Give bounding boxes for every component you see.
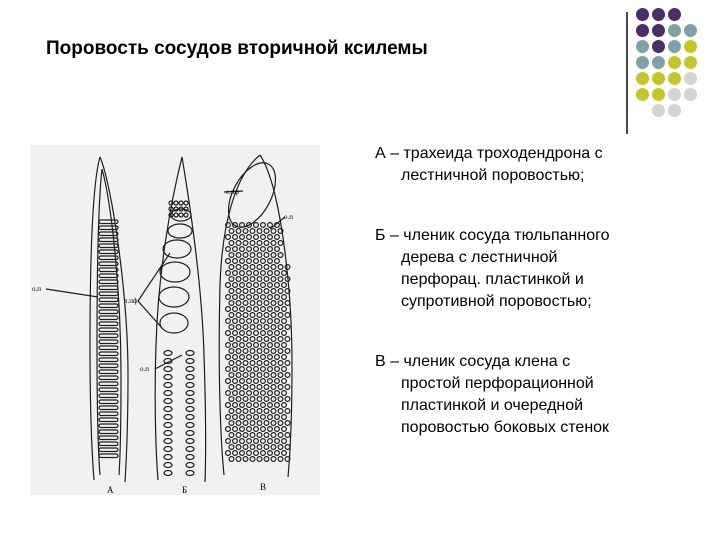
decor-dot [636,8,649,21]
description-b-line-3: перфорац. пластинкой и [401,271,584,288]
decor-dot [652,104,665,117]
decor-dot [668,72,681,85]
description-v-line-3: пластинкой и очередной [401,397,584,414]
divider-line [626,12,628,134]
decor-dot [636,40,649,53]
decor-dot [684,72,697,85]
label-op-b: о.п [140,365,149,373]
decor-dot [668,40,681,53]
description-v-line-4: поровостью боковых стенок [401,419,610,436]
decor-dot [668,104,681,117]
label-lpf-b: л.пф [124,297,138,305]
label-op-v: о.п [284,213,293,221]
slide-title: Поровость сосудов вторичной ксилемы [46,38,428,59]
description-a [375,143,675,187]
letter-b: Б [182,485,188,495]
decor-dot [652,56,665,69]
description-b-line-4: супротивной поровостью; [401,293,592,310]
description-v [375,351,675,439]
decor-dot [636,72,649,85]
decor-dot [636,88,649,101]
decor-dot [668,8,681,21]
decor-dot [636,56,649,69]
decor-dot [684,88,697,101]
description-v-line-2: простой перфорационной [401,375,594,392]
decor-dot [668,56,681,69]
description-b [375,225,675,313]
decor-dot [652,8,665,21]
xylem-vessels-figure [30,145,320,495]
decor-dot [684,40,697,53]
label-op-a: о.п [32,285,41,293]
description-v-line-1: В – членик сосуда клена с [375,353,571,370]
decor-dot [668,24,681,37]
decor-dot [652,40,665,53]
decor-dot [684,24,697,37]
decor-dot [636,24,649,37]
description-b-line-1: Б – членик сосуда тюльпанного [375,227,610,244]
description-b-line-2: дерева с лестничной [401,249,558,266]
decor-dot [652,88,665,101]
letter-a: А [107,485,114,495]
decor-dot [652,24,665,37]
decor-dot [652,72,665,85]
decor-dot [668,88,681,101]
description-a-line-1: А – трахеида троходендрона с [375,145,603,162]
label-epf: е.пф [226,188,240,196]
letter-v: В [260,482,267,492]
decor-dot [684,56,697,69]
description-a-line-2: лестничной поровостью; [401,167,585,184]
